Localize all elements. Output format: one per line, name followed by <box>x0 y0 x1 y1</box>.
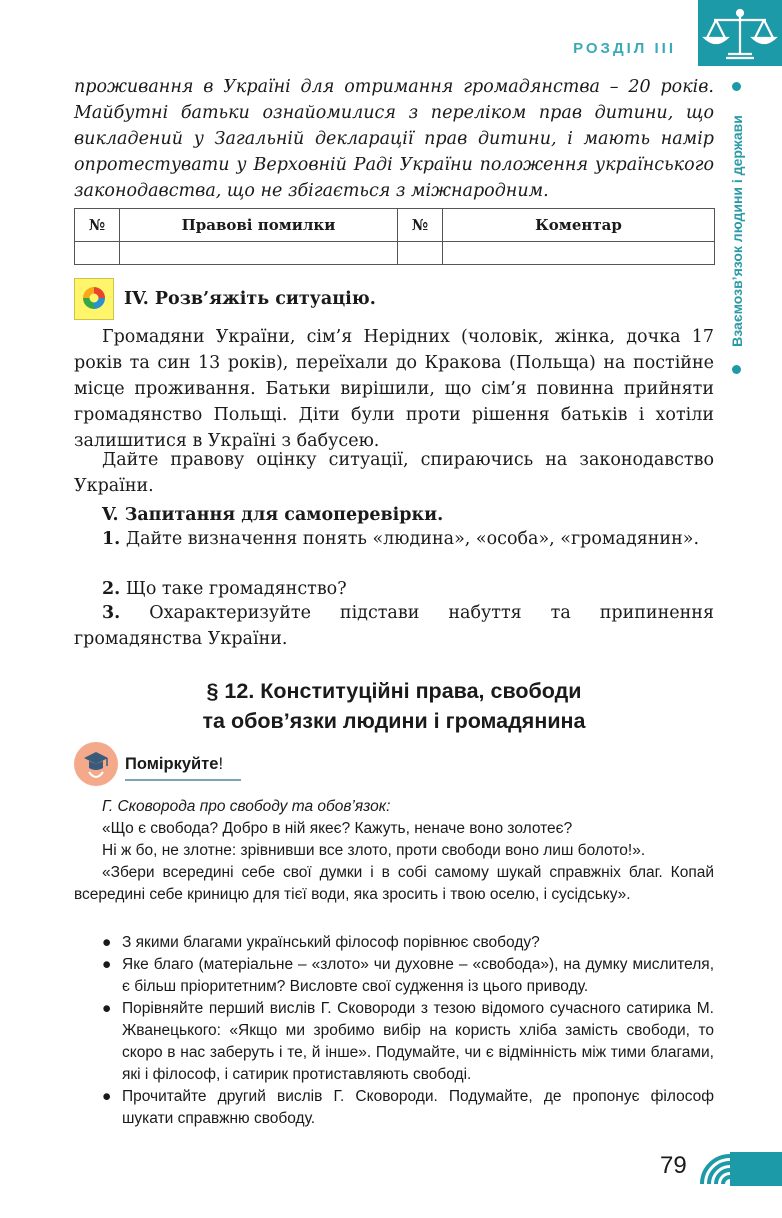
table-header-row <box>75 209 715 242</box>
table-row <box>75 242 715 265</box>
question-text: Охарактеризуйте підстави набуття та припинення громадянства України. <box>74 603 714 649</box>
section-title-line: § 12. Конституційні права, свободи <box>206 679 582 703</box>
situation-heading: IV. Розв’яжіть ситуацію. <box>124 289 376 309</box>
question-number: 2. <box>102 579 121 599</box>
list-item <box>102 932 714 954</box>
table-header-cell: № <box>75 209 120 242</box>
situation-paragraph: Громадяни України, сім’я Нерідних (чоловік, жінка, дочка 17 років та син 13 років), переїхали до Кракова (Польща) на постійне місце проживання. Батьки вирішили, що сім’я повинна прийняти громадянство Польщі. Діти були проти рішення батьків і хотіли залишитися в Україні з бабусею. <box>74 327 714 451</box>
side-label <box>730 82 744 374</box>
situation-icon <box>74 278 114 320</box>
think-underline <box>125 779 241 781</box>
bullet-dot: ● <box>102 934 112 951</box>
table-cell <box>75 242 120 265</box>
section-label: РОЗДІЛ ІІІ <box>573 40 676 57</box>
page-corner-decoration <box>700 1150 782 1186</box>
situation-task: Дайте правову оцінку ситуації, спираючись на законодавство України. <box>74 450 714 496</box>
bullet-dot: ● <box>102 1000 112 1017</box>
table-cell <box>120 242 398 265</box>
list-item <box>102 998 714 1086</box>
header-tab <box>698 0 782 66</box>
list-item-text: Порівняйте перший вислів Г. Сковороди з тезою відомого сучасного сатирика М. Жванецького: «Якщо ми зробимо вибір на користь хліба замість свободи, то скоро в нас заберуть і те, й інше». Подумайте, чи є відмінність між тими благами, які і філософ, і сатирик протиставляють свободі. <box>122 1000 714 1083</box>
side-label-text: Взаємозв’язок людини і держави <box>729 115 745 347</box>
table-header-cell: Правові помилки <box>120 209 398 242</box>
think-label-text: Поміркуйте <box>125 755 219 773</box>
list-item <box>102 1086 714 1130</box>
question-item <box>74 600 714 652</box>
table-cell <box>398 242 443 265</box>
question-item <box>74 576 714 602</box>
list-item-text: З якими благами український філософ порівнює свободу? <box>122 934 540 951</box>
table-header-cell: Коментар <box>443 209 715 242</box>
quote-line: «Що є свобода? Добро в ній якеє? Кажуть, неначе воно золотеє? <box>102 820 573 837</box>
section-title <box>74 676 714 736</box>
page-number: 79 <box>660 1152 687 1179</box>
side-dot-top <box>732 82 741 91</box>
question-number: 3. <box>102 603 121 623</box>
bullet-dot: ● <box>102 956 112 973</box>
list-item <box>102 954 714 998</box>
list-item-text: Прочитайте другий вислів Г. Сковороди. Подумайте, де пропонує філософ шукати справжню свободу. <box>122 1088 714 1127</box>
table-cell <box>443 242 715 265</box>
scales-icon <box>698 0 782 66</box>
table-header-cell: № <box>398 209 443 242</box>
think-bullets <box>102 932 714 1130</box>
side-dot-bottom <box>732 365 741 374</box>
question-item <box>74 526 714 552</box>
question-text: Що таке громадянство? <box>125 579 347 599</box>
question-text: Дайте визначення понять «людина», «особа», «громадянин». <box>125 529 700 549</box>
bullet-dot: ● <box>102 1088 112 1105</box>
think-label-exclaim: ! <box>218 755 224 773</box>
think-label <box>125 755 223 774</box>
question-number: 1. <box>102 529 121 549</box>
section-title-line: та обов’язки людини і громадянина <box>202 709 586 733</box>
quote-paragraph: «Збери всередині себе свої думки і в собі самому шукай справжніх благ. Копай всередині себе криницю для тієї води, яка зросить і твою оселю, і сусідську». <box>74 864 714 903</box>
thinker-icon <box>74 742 118 786</box>
quote-source: Г. Сковорода про свободу та обов’язок: <box>102 798 391 815</box>
intro-text: проживання в Україні для отримання громадянства – 20 років. Майбутні батьки ознайомилися з переліком прав дитини, що викладений у Загальній декларації прав дитини, і мають намір опротестувати у Верховній Раді України положення українського законодавства, що не збігається з міжнародним. <box>74 77 714 201</box>
list-item-text: Яке благо (матеріальне – «злото» чи духовне – «свобода»), на думку мислителя, є більш пріоритетним? Висловте свої судження із цього приводу. <box>122 956 714 995</box>
self-check-heading: V. Запитання для самоперевірки. <box>102 505 444 525</box>
errors-table <box>74 208 715 265</box>
quote-line: Ні ж бо, не злотне: зрівнивши все злото, проти свободи воно лиш болото!». <box>102 842 646 859</box>
